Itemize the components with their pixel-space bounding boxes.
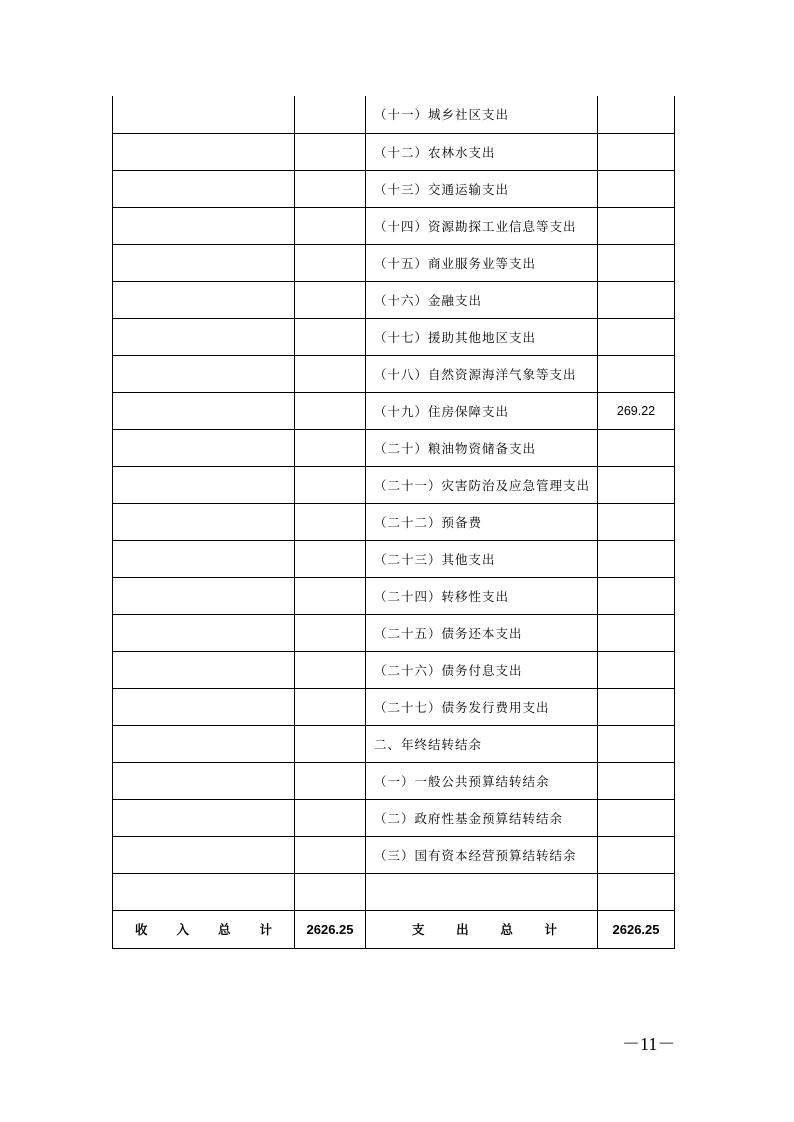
table-row [113,873,675,910]
expense-amount-cell [598,577,675,614]
table-row [113,355,675,392]
income-amount-cell [295,392,366,429]
income-label-char: 收 [135,922,148,937]
income-item-cell [113,466,295,503]
table-row [113,614,675,651]
income-item-cell [113,540,295,577]
expense-amount-cell [598,318,675,355]
totals-row [113,910,675,948]
budget-table-body [113,96,675,910]
income-item-cell [113,170,295,207]
income-amount-cell [295,244,366,281]
expense-item-cell: （二十五）债务还本支出 [366,614,598,651]
income-amount-cell [295,688,366,725]
expense-item-cell: （二十四）转移性支出 [366,577,598,614]
table-row [113,503,675,540]
income-item-cell [113,836,295,873]
table-row [113,688,675,725]
table-row [113,133,675,170]
page-number: －11－ [622,1034,676,1054]
table-row [113,207,675,244]
income-amount-cell [295,725,366,762]
income-item-cell [113,318,295,355]
expense-amount-cell [598,281,675,318]
expense-amount-cell [598,836,675,873]
expense-amount-cell [598,96,675,133]
income-item-cell [113,688,295,725]
income-item-cell [113,207,295,244]
income-amount-cell [295,96,366,133]
expense-total-value: 2626.25 [598,910,675,948]
expense-item-cell: （二十七）债务发行费用支出 [366,688,598,725]
expense-label-char: 总 [500,922,513,937]
expense-amount-cell [598,614,675,651]
expense-label-char: 计 [544,922,557,937]
income-item-cell [113,577,295,614]
table-row [113,836,675,873]
expense-item-cell: （三）国有资本经营预算结转结余 [366,836,598,873]
expense-item-cell: 二、年终结转结余 [366,725,598,762]
expense-amount-cell [598,503,675,540]
income-amount-cell [295,355,366,392]
expense-amount-cell [598,799,675,836]
expense-amount-cell [598,725,675,762]
expense-amount-cell [598,207,675,244]
income-item-cell [113,651,295,688]
income-item-cell [113,96,295,133]
expense-item-cell: （二十）粮油物资储备支出 [366,429,598,466]
income-amount-cell [295,540,366,577]
income-total-label [113,910,295,948]
expense-item-cell: （二十一）灾害防治及应急管理支出 [366,466,598,503]
expense-item-cell: （十四）资源勘探工业信息等支出 [366,207,598,244]
expense-item-cell: （十五）商业服务业等支出 [366,244,598,281]
income-amount-cell [295,799,366,836]
expense-item-cell [366,873,598,910]
table-row [113,392,675,429]
income-amount-cell [295,170,366,207]
expense-amount-cell [598,762,675,799]
table-row [113,281,675,318]
table-row [113,799,675,836]
expense-amount-cell [598,170,675,207]
income-amount-cell [295,614,366,651]
expense-amount-cell: 269.22 [598,392,675,429]
income-label-char: 总 [217,922,231,937]
expense-amount-cell [598,651,675,688]
income-amount-cell [295,651,366,688]
income-amount-cell [295,836,366,873]
table-row [113,577,675,614]
income-item-cell [113,725,295,762]
income-label-char: 入 [176,922,189,937]
expense-item-cell: （二）政府性基金预算结转结余 [366,799,598,836]
income-item-cell [113,614,295,651]
expense-item-cell: （一）一般公共预算结转结余 [366,762,598,799]
table-row [113,540,675,577]
income-item-cell [113,244,295,281]
expense-item-cell: （十三）交通运输支出 [366,170,598,207]
table-row [113,725,675,762]
expense-item-cell: （十六）金融支出 [366,281,598,318]
income-label-char: 计 [259,922,272,937]
table-row [113,96,675,133]
expense-item-cell: （二十三）其他支出 [366,540,598,577]
income-amount-cell [295,207,366,244]
income-amount-cell [295,762,366,799]
income-item-cell [113,392,295,429]
table-row [113,762,675,799]
expense-amount-cell [598,355,675,392]
expense-amount-cell [598,873,675,910]
table-row [113,170,675,207]
expense-item-cell: （十一）城乡社区支出 [366,96,598,133]
expense-item-cell: （十八）自然资源海洋气象等支出 [366,355,598,392]
income-item-cell [113,429,295,466]
expense-label-char: 支 [412,922,425,937]
expense-item-cell: （二十六）债务付息支出 [366,651,598,688]
income-amount-cell [295,318,366,355]
expense-item-cell: （十九）住房保障支出 [366,392,598,429]
income-total-value: 2626.25 [295,910,366,948]
expense-amount-cell [598,133,675,170]
expense-label-char: 出 [456,922,469,937]
income-item-cell [113,799,295,836]
income-amount-cell [295,873,366,910]
table-row [113,466,675,503]
expense-item-cell: （十七）援助其他地区支出 [366,318,598,355]
table-row [113,244,675,281]
expense-item-cell: （二十二）预备费 [366,503,598,540]
expense-amount-cell [598,244,675,281]
income-amount-cell [295,466,366,503]
budget-table [112,96,675,949]
income-item-cell [113,503,295,540]
expense-amount-cell [598,429,675,466]
income-item-cell [113,355,295,392]
expense-total-label [366,910,598,948]
income-amount-cell [295,429,366,466]
income-item-cell [113,873,295,910]
expense-amount-cell [598,466,675,503]
income-amount-cell [295,503,366,540]
income-amount-cell [295,577,366,614]
income-item-cell [113,281,295,318]
expense-item-cell: （十二）农林水支出 [366,133,598,170]
table-row [113,318,675,355]
income-amount-cell [295,133,366,170]
expense-amount-cell [598,688,675,725]
table-row [113,651,675,688]
income-item-cell [113,133,295,170]
table-row [113,429,675,466]
income-item-cell [113,762,295,799]
expense-amount-cell [598,540,675,577]
income-amount-cell [295,281,366,318]
